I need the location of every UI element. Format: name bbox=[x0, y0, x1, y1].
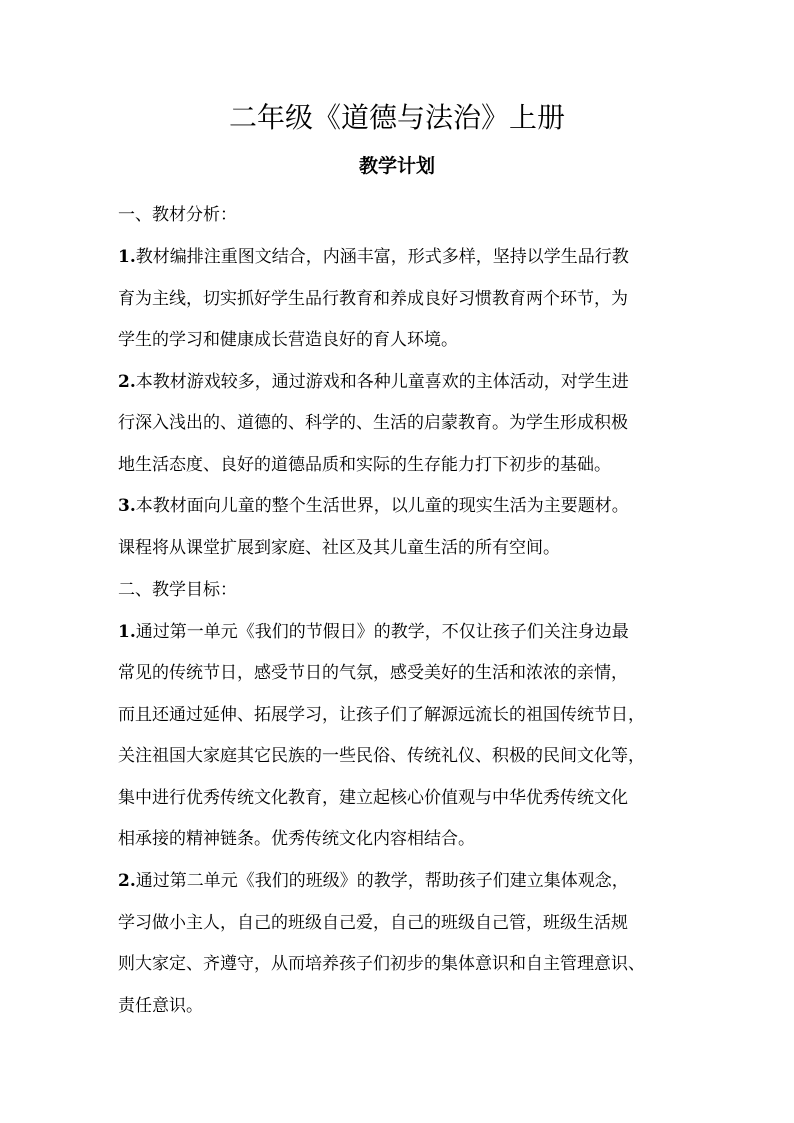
paragraph-line bbox=[118, 244, 688, 270]
paragraph-line: 责任意识。 bbox=[118, 996, 203, 1016]
paragraph-line bbox=[118, 868, 688, 894]
paragraph-line bbox=[118, 493, 688, 519]
paragraph-line: 相承接的精神链条。优秀传统文化内容相结合。 bbox=[118, 829, 475, 849]
item-number: 1. bbox=[118, 622, 136, 642]
document-title: 二年级《道德与法治》上册 bbox=[228, 101, 565, 134]
document-subtitle: 教学计划 bbox=[358, 155, 435, 177]
line-text: 教材编排注重图文结合，内涵丰富，形式多样，坚持以学生品行教 bbox=[135, 247, 629, 267]
paragraph-line: 常见的传统节日，感受节日的气氛，感受美好的生活和浓浓的亲情， bbox=[118, 663, 628, 683]
paragraph-line: 集中进行优秀传统文化教育，建立起核心价值观与中华优秀传统文化 bbox=[118, 788, 628, 808]
paragraph-line: 而且还通过延伸、拓展学习，让孩子们了解源远流长的祖国传统节日， bbox=[118, 705, 645, 725]
line-text: 本教材面向儿童的整个生活世界，以儿童的现实生活为主要题材。 bbox=[135, 496, 629, 516]
section-heading: 一、教材分析： bbox=[118, 205, 237, 225]
paragraph-line: 课程将从课堂扩展到家庭、社区及其儿童生活的所有空间。 bbox=[118, 538, 560, 558]
line-text: 本教材游戏较多，通过游戏和各种儿童喜欢的主体活动，对学生进 bbox=[135, 372, 629, 392]
paragraph-line: 则大家定、齐遵守，从而培养孩子们初步的集体意识和自主管理意识、 bbox=[118, 954, 645, 974]
paragraph-line: 地生活态度、良好的道德品质和实际的生存能力打下初步的基础。 bbox=[118, 455, 611, 475]
paragraph-line: 学生的学习和健康成长营造良好的育人环境。 bbox=[118, 330, 458, 350]
item-number: 3. bbox=[118, 496, 136, 516]
item-number: 2. bbox=[118, 372, 136, 392]
paragraph-line: 育为主线，切实抓好学生品行教育和养成良好习惯教育两个环节，为 bbox=[118, 289, 628, 309]
paragraph-line bbox=[118, 369, 688, 395]
line-text: 通过第二单元《我们的班级》的教学，帮助孩子们建立集体观念， bbox=[135, 871, 629, 891]
paragraph-line: 关注祖国大家庭其它民族的一些民俗、传统礼仪、积极的民间文化等， bbox=[118, 746, 645, 766]
paragraph-line: 学习做小主人，自己的班级自己爱，自己的班级自己管，班级生活规 bbox=[118, 913, 628, 933]
paragraph-line: 行深入浅出的、道德的、科学的、生活的启蒙教育。为学生形成积极 bbox=[118, 413, 628, 433]
line-text: 通过第一单元《我们的节假日》的教学，不仅让孩子们关注身边最 bbox=[135, 622, 629, 642]
paragraph-line bbox=[118, 619, 688, 645]
section-heading: 二、教学目标： bbox=[118, 580, 237, 600]
item-number: 2. bbox=[118, 871, 136, 891]
item-number: 1. bbox=[118, 247, 136, 267]
